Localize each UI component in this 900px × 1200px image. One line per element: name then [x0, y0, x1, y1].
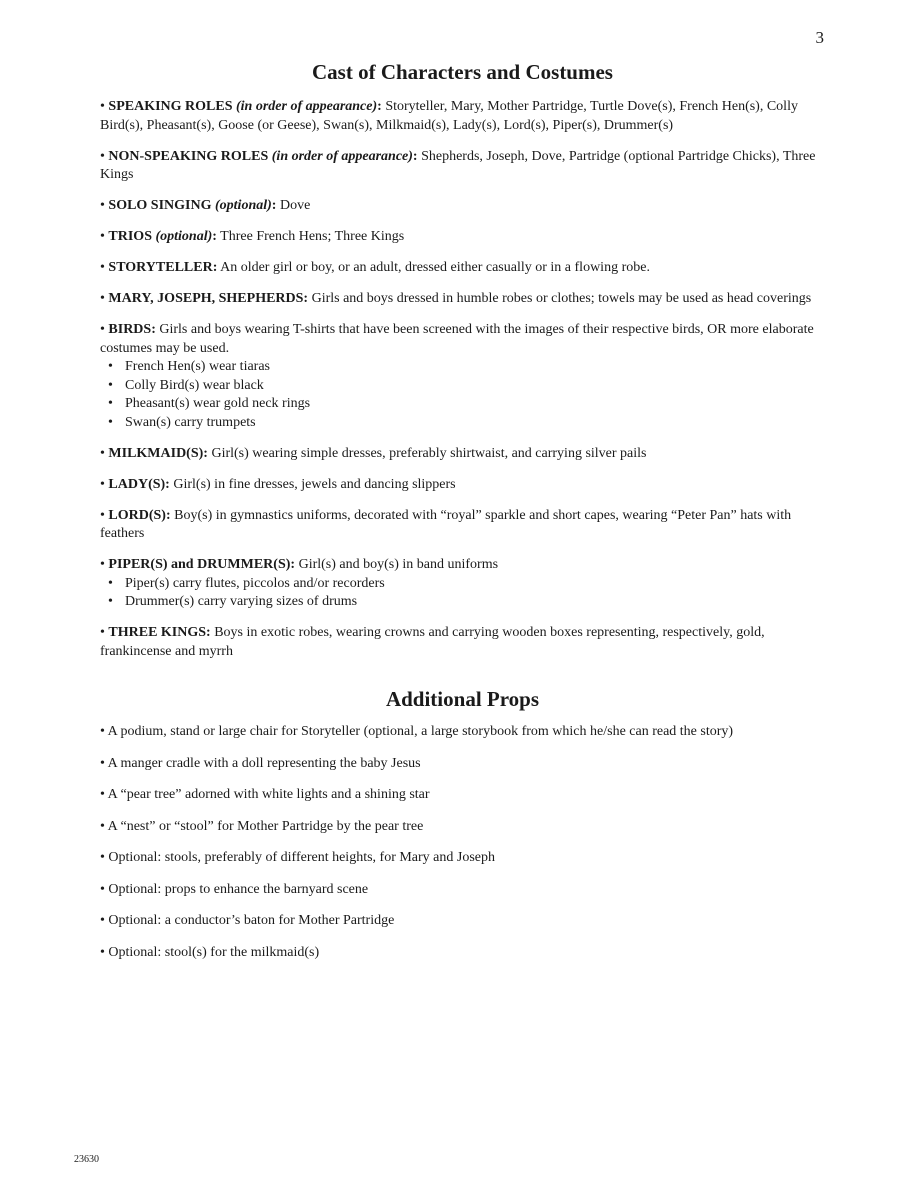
entry-text: Girls and boys dressed in humble robes or clothes; towels may be used as head coverings — [308, 291, 812, 306]
entry-text: Three French Hens; Three Kings — [216, 229, 405, 244]
list-item: • French Hen(s) wear tiaras — [108, 358, 825, 377]
props-list — [100, 723, 825, 962]
cast-entry-storyteller: • STORYTELLER: An older girl or boy, or an adult, dressed either casually or in a flowing robe. — [100, 260, 650, 275]
prop-text: Optional: a conductor’s baton for Mother Partridge — [108, 913, 395, 928]
entry-label: SPEAKING ROLES — [108, 99, 236, 114]
entry-colon: : — [377, 99, 382, 114]
list-item: • Drummer(s) carry varying sizes of drums — [108, 593, 825, 612]
entry-text: An older girl or boy, or an adult, dressed either casually or in a flowing robe. — [217, 260, 650, 275]
entry-label: MILKMAID(S): — [108, 445, 208, 461]
entry-label: LORD(S): — [108, 507, 171, 523]
entry-label: MARY, JOSEPH, SHEPHERDS: — [108, 291, 309, 306]
entry-text: Dove — [276, 198, 311, 213]
pipers-drummers-sub-list — [100, 575, 825, 612]
cast-entry-non-speaking-roles: • NON-SPEAKING ROLES (in order of appearance): Shepherds, Joseph, Dove, Partridge (optional Partridge Chicks), Three Kings — [100, 148, 816, 182]
cast-list — [100, 98, 825, 661]
cast-entry-solo-singing: • SOLO SINGING (optional): Dove — [100, 198, 311, 213]
entry-label: STORYTELLER: — [108, 260, 218, 275]
prop-text: A podium, stand or large chair for Storyteller (optional, a large storybook from which he/she can read the story) — [107, 724, 734, 739]
entry-text: Boy(s) in gymnastics uniforms, decorated with “royal” sparkle and short capes, wearing “Peter Pan” hats with feathers — [100, 507, 792, 541]
prop-item: • A “pear tree” adorned with white lights and a shining star — [100, 787, 430, 802]
prop-text: A “nest” or “stool” for Mother Partridge by the pear tree — [107, 818, 424, 834]
list-item: • Pheasant(s) wear gold neck rings — [108, 395, 825, 414]
page-number: 3 — [815, 28, 824, 47]
list-item: • Swan(s) carry trumpets — [108, 414, 825, 433]
entry-label: THREE KINGS: — [108, 625, 211, 640]
prop-text: Optional: stools, preferably of different heights, for Mary and Joseph — [108, 850, 495, 865]
entry-text: Shepherds, Joseph, Dove, Partridge (optional Partridge Chicks), Three Kings — [100, 148, 816, 182]
entry-colon: : — [271, 198, 277, 213]
entry-qualifier: (in order of appearance) — [271, 148, 413, 164]
prop-text: A manger cradle with a doll representing the baby Jesus — [107, 755, 421, 771]
list-item: • Colly Bird(s) wear black — [108, 377, 825, 396]
entry-text: Girl(s) and boy(s) in band uniforms — [295, 557, 499, 572]
cast-title: Cast of Characters and Costumes — [312, 60, 613, 84]
prop-text: Optional: props to enhance the barnyard scene — [108, 881, 369, 897]
entry-label: LADY(S): — [108, 476, 170, 492]
cast-entry-mary-joseph-shepherds: • MARY, JOSEPH, SHEPHERDS: Girls and boys dressed in humble robes or clothes; towels may be used as head coverings — [100, 291, 812, 306]
entry-text: Girl(s) wearing simple dresses, preferably shirtwaist, and carrying silver pails — [207, 445, 647, 461]
entry-label: TRIOS — [108, 229, 156, 244]
entry-text: Storyteller, Mary, Mother Partridge, Turtle Dove(s), French Hen(s), Colly Bird(s), Pheasant(s), Goose (or Geese), Swan(s), Milkmaid(s), Lady(s), Lord(s), Piper(s), Drummer(s) — [100, 99, 798, 133]
prop-text: A “pear tree” adorned with white lights and a shining star — [107, 787, 430, 802]
entry-label: PIPER(S) and DRUMMER(S): — [108, 557, 296, 572]
cast-entry-pipers-drummers: • PIPER(S) and DRUMMER(S): Girl(s) and boy(s) in band uniforms • Piper(s) carry flutes, piccolos and/or recorders • Drummer(s) carry varying sizes of drums — [100, 556, 825, 612]
entry-text: Girl(s) in fine dresses, jewels and dancing slippers — [169, 476, 456, 492]
prop-item: • A podium, stand or large chair for Storyteller (optional, a large storybook from which he/she can read the story) — [100, 724, 734, 739]
entry-qualifier: (optional) — [215, 198, 272, 213]
prop-item: • Optional: stool(s) for the milkmaid(s) — [100, 944, 320, 960]
entry-qualifier: (in order of appearance) — [236, 99, 378, 114]
prop-item: • Optional: props to enhance the barnyard scene — [100, 881, 369, 897]
cast-entry-ladys: • LADY(S): Girl(s) in fine dresses, jewels and dancing slippers — [100, 476, 456, 492]
props-title: Additional Props — [385, 687, 540, 711]
birds-sub-list — [100, 358, 825, 432]
cast-entry-three-kings: • THREE KINGS: Boys in exotic robes, wearing crowns and carrying wooden boxes representing, respectively, gold, frankincense and myrrh — [100, 625, 765, 659]
page-code: 23630 — [74, 1154, 99, 1165]
prop-item: • A “nest” or “stool” for Mother Partridge by the pear tree — [100, 818, 424, 834]
entry-label: BIRDS: — [108, 322, 156, 337]
cast-entry-trios: • TRIOS (optional): Three French Hens; Three Kings — [100, 229, 405, 244]
cast-entry-speaking-roles: • SPEAKING ROLES (in order of appearance): Storyteller, Mary, Mother Partridge, Turtle Dove(s), French Hen(s), Colly Bird(s), Pheasant(s), Goose (or Geese), Swan(s), Milkmaid(s), Lady(s), Lord(s), Piper(s), Drummer(s) — [100, 99, 798, 133]
entry-text: Girls and boys wearing T-shirts that have been screened with the images of their respective birds, OR more elaborate costumes may be used. — [100, 322, 814, 356]
cast-entry-birds: • BIRDS: Girls and boys wearing T-shirts that have been screened with the images of their respective birds, OR more elaborate costumes may be used. • French Hen(s) wear tiaras • Colly Bird(s) wear black • Pheasant(s) wear gold neck rings • Swan(s) carry trumpets — [100, 321, 825, 432]
entry-colon: : — [212, 229, 217, 244]
entry-label: NON-SPEAKING ROLES — [108, 148, 272, 164]
entry-label: SOLO SINGING — [108, 198, 215, 213]
cast-entry-milkmaids: • MILKMAID(S): Girl(s) wearing simple dresses, preferably shirtwaist, and carrying silver pails — [100, 445, 647, 461]
cast-entry-lords: • LORD(S): Boy(s) in gymnastics uniforms, decorated with “royal” sparkle and short capes, wearing “Peter Pan” hats with feathers — [100, 507, 792, 541]
page-content — [100, 58, 825, 975]
entry-text: Boys in exotic robes, wearing crowns and carrying wooden boxes representing, respectively, gold, frankincense and myrrh — [100, 625, 765, 659]
prop-item: • A manger cradle with a doll representing the baby Jesus — [100, 755, 421, 771]
prop-item: • Optional: a conductor’s baton for Mother Partridge — [100, 913, 395, 928]
entry-colon: : — [412, 148, 418, 164]
list-item: • Piper(s) carry flutes, piccolos and/or recorders — [108, 575, 825, 594]
prop-text: Optional: stool(s) for the milkmaid(s) — [108, 944, 320, 960]
entry-qualifier: (optional) — [155, 229, 213, 244]
prop-item: • Optional: stools, preferably of different heights, for Mary and Joseph — [100, 850, 495, 865]
